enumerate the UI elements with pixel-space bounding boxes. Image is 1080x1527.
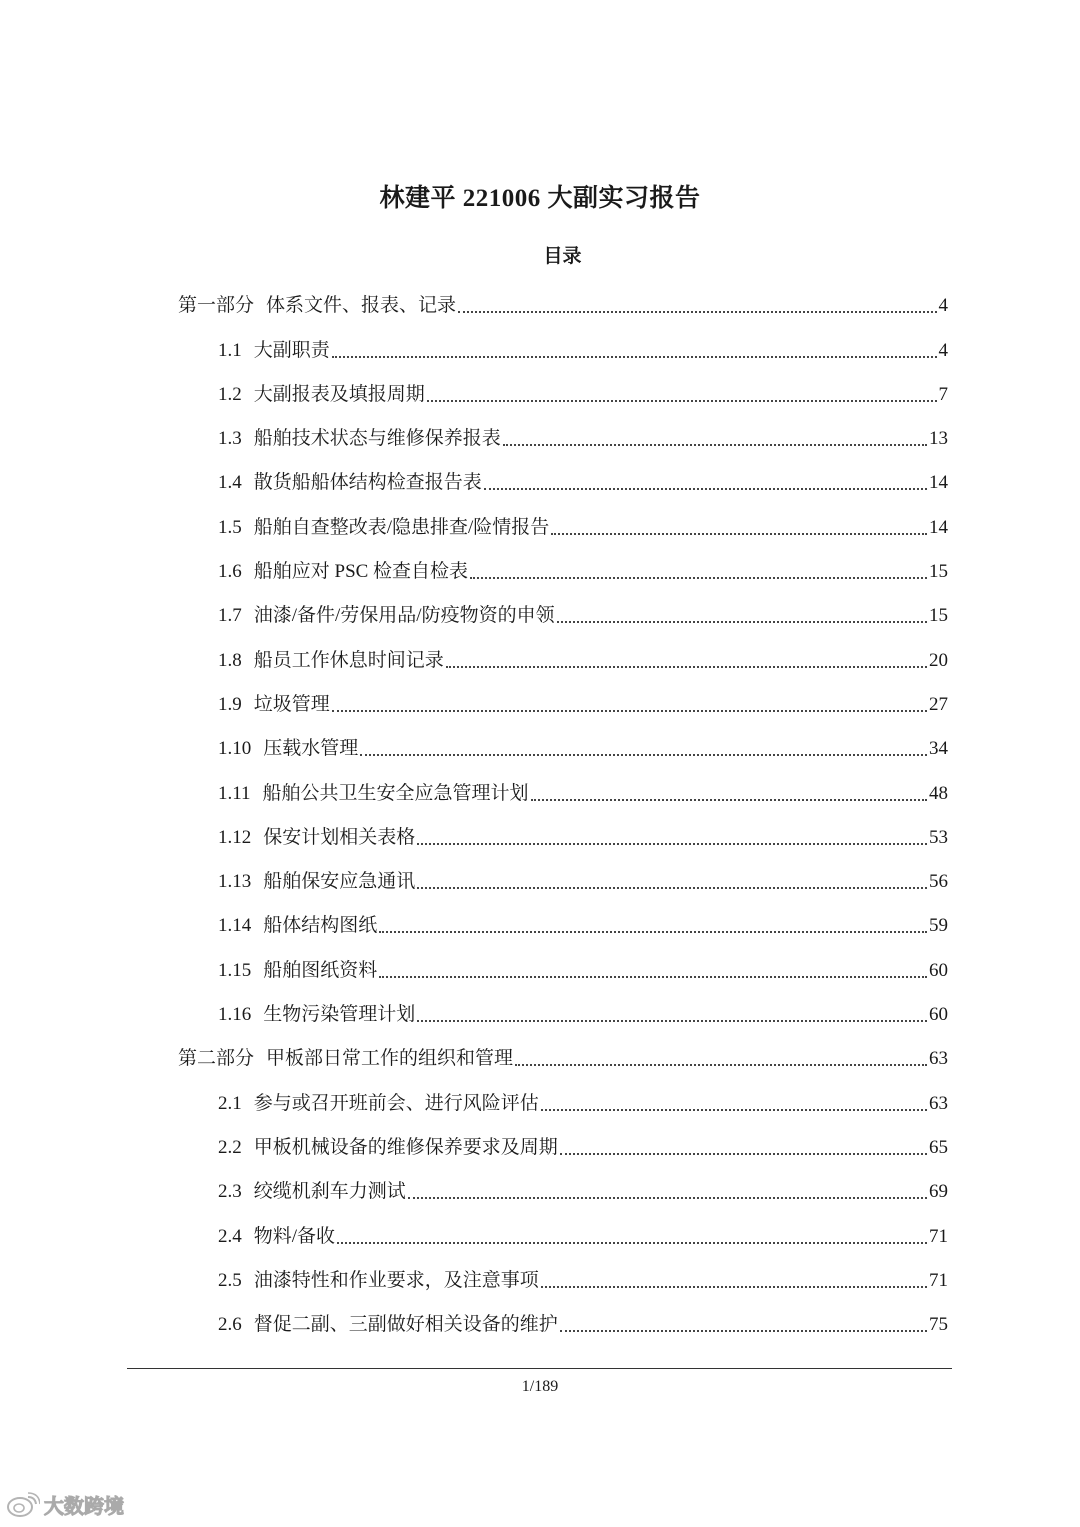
toc-entry-label: 甲板机械设备的维修保养要求及周期 xyxy=(253,1136,558,1158)
toc-entry-label: 船舶图纸资料 xyxy=(263,959,378,981)
toc-entry-text xyxy=(218,1136,558,1160)
toc-entry-number: 2.5 xyxy=(218,1269,242,1291)
toc-entry-page: 60 xyxy=(929,1004,948,1026)
toc-entry-number: 2.2 xyxy=(218,1136,242,1158)
toc-section-entry[interactable] xyxy=(0,459,1080,503)
toc-dot-leader xyxy=(458,311,936,313)
toc-dot-leader xyxy=(408,1197,927,1199)
toc-part-entry[interactable] xyxy=(0,282,1080,326)
toc-entry-text xyxy=(178,1047,513,1071)
toc-entry-page: 63 xyxy=(929,1092,948,1114)
toc-entry-number: 1.15 xyxy=(218,959,252,981)
toc-entry-label: 督促二副、三副做好相关设备的维护 xyxy=(253,1314,558,1336)
toc-entry-page: 75 xyxy=(929,1314,948,1336)
toc-section-entry[interactable] xyxy=(0,769,1080,813)
toc-entry-label: 船舶自查整改表/隐患排查/险情报告 xyxy=(253,516,550,538)
toc-dot-leader xyxy=(446,666,927,668)
toc-entry-number: 1.8 xyxy=(218,649,242,671)
document-title: 林建平 221006 大副实习报告 xyxy=(379,185,701,212)
toc-entry-number: 1.12 xyxy=(218,826,252,848)
toc-section-entry[interactable] xyxy=(0,858,1080,902)
toc-entry-number: 1.2 xyxy=(218,383,242,405)
toc-entry-page: 4 xyxy=(938,339,948,361)
toc-dot-leader xyxy=(417,843,927,845)
toc-entry-text xyxy=(218,693,330,717)
toc-entry-page: 15 xyxy=(929,561,948,583)
toc-entry-page: 63 xyxy=(929,1048,948,1070)
toc-entry-text xyxy=(218,1180,406,1204)
toc-dot-leader xyxy=(427,400,937,402)
toc-section-entry[interactable] xyxy=(0,592,1080,636)
toc-entry-text xyxy=(218,649,444,673)
toc-section-entry[interactable] xyxy=(0,725,1080,769)
toc-entry-page: 69 xyxy=(929,1181,948,1203)
toc-entry-number: 1.7 xyxy=(218,605,242,627)
toc-section-entry[interactable] xyxy=(0,814,1080,858)
toc-entry-label: 船舶公共卫生安全应急管理计划 xyxy=(262,782,529,804)
toc-entry-label: 大副报表及填报周期 xyxy=(253,383,425,405)
toc-entry-text xyxy=(218,1092,539,1116)
toc-entry-text xyxy=(218,471,482,495)
toc-entry-label: 体系文件、报表、记录 xyxy=(266,295,457,317)
toc-entry-page: 71 xyxy=(929,1225,948,1247)
toc-entry-label: 散货船船体结构检查报告表 xyxy=(253,472,482,494)
toc-entry-page: 13 xyxy=(929,428,948,450)
toc-entry-page: 14 xyxy=(929,472,948,494)
toc-entry-page: 53 xyxy=(929,826,948,848)
toc-entry-text xyxy=(218,959,377,983)
toc-entry-page: 20 xyxy=(929,649,948,671)
toc-dot-leader xyxy=(551,533,927,535)
toc-section-entry[interactable] xyxy=(0,902,1080,946)
toc-entry-number: 第一部分 xyxy=(178,295,255,317)
toc-entry-text xyxy=(218,516,549,540)
toc-dot-leader xyxy=(379,931,927,933)
toc-entry-text xyxy=(218,1225,335,1249)
toc-section-entry[interactable] xyxy=(0,503,1080,547)
toc-entry-page: 7 xyxy=(938,383,948,405)
toc-heading: 目录 xyxy=(543,246,582,267)
toc-entry-label: 船体结构图纸 xyxy=(263,915,378,937)
toc-dot-leader xyxy=(337,1242,927,1244)
toc-entry-label: 船员工作休息时间记录 xyxy=(253,649,444,671)
toc-entry-label: 船舶保安应急通讯 xyxy=(263,871,416,893)
toc-dot-leader xyxy=(531,799,927,801)
toc-section-entry[interactable] xyxy=(0,1079,1080,1123)
toc-entry-label: 垃圾管理 xyxy=(253,693,330,715)
weibo-logo-icon xyxy=(6,1492,40,1518)
toc-section-entry[interactable] xyxy=(0,326,1080,370)
toc-entry-page: 60 xyxy=(929,959,948,981)
toc-entry-text xyxy=(178,294,456,318)
toc-entry-label: 油漆特性和作业要求，及注意事项 xyxy=(253,1269,539,1291)
toc-dot-leader xyxy=(360,754,927,756)
toc-entry-label: 物料/备收 xyxy=(253,1225,336,1247)
toc-dot-leader xyxy=(557,621,927,623)
toc-section-entry[interactable] xyxy=(0,371,1080,415)
toc-entry-text xyxy=(218,737,358,761)
toc-section-entry[interactable] xyxy=(0,946,1080,990)
toc-dot-leader xyxy=(484,488,927,490)
toc-section-entry[interactable] xyxy=(0,548,1080,592)
toc-entry-label: 压载水管理 xyxy=(263,738,359,760)
toc-entry-number: 1.9 xyxy=(218,693,242,715)
toc-entry-text xyxy=(218,782,529,806)
toc-dot-leader xyxy=(541,1286,927,1288)
toc-entry-number: 1.14 xyxy=(218,915,252,937)
toc-entry-number: 2.1 xyxy=(218,1092,242,1114)
toc-entry-text xyxy=(218,870,415,894)
toc-entry-page: 27 xyxy=(929,693,948,715)
toc-entry-text xyxy=(218,1313,558,1337)
page-number: 1/189 xyxy=(521,1378,559,1395)
toc-entry-text xyxy=(218,1003,415,1027)
toc-entry-number: 1.6 xyxy=(218,561,242,583)
toc-section-entry[interactable] xyxy=(0,1257,1080,1301)
toc-entry-number: 2.6 xyxy=(218,1314,242,1336)
toc-entry-number: 1.16 xyxy=(218,1004,252,1026)
toc-section-entry[interactable] xyxy=(0,1168,1080,1212)
toc-part-entry[interactable] xyxy=(0,1035,1080,1079)
toc-entry-number: 1.5 xyxy=(218,516,242,538)
toc-entry-number: 第二部分 xyxy=(178,1048,255,1070)
toc-dot-leader xyxy=(332,356,937,358)
toc-entry-label: 甲板部日常工作的组织和管理 xyxy=(266,1048,514,1070)
toc-entry-number: 1.1 xyxy=(218,339,242,361)
toc-dot-leader xyxy=(417,887,927,889)
toc-entry-number: 1.10 xyxy=(218,738,252,760)
toc-entry-page: 34 xyxy=(929,738,948,760)
toc-entry-text xyxy=(218,427,501,451)
toc-entry-text xyxy=(218,826,415,850)
toc-entry-text xyxy=(218,339,330,363)
toc-section-entry[interactable] xyxy=(0,415,1080,459)
toc-entry-number: 1.3 xyxy=(218,428,242,450)
toc-dot-leader xyxy=(332,710,927,712)
toc-entry-number: 1.4 xyxy=(218,472,242,494)
toc-entry-label: 油漆/备件/劳保用品/防疫物资的申领 xyxy=(253,605,555,627)
toc-entry-label: 参与或召开班前会、进行风险评估 xyxy=(253,1092,539,1114)
toc-section-entry[interactable] xyxy=(0,991,1080,1035)
toc-entry-label: 船舶技术状态与维修保养报表 xyxy=(253,428,501,450)
toc-dot-leader xyxy=(503,444,927,446)
toc-dot-leader xyxy=(560,1153,927,1155)
toc-entry-page: 65 xyxy=(929,1136,948,1158)
toc-entry-page: 48 xyxy=(929,782,948,804)
footer-divider xyxy=(127,1368,952,1369)
toc-entry-page: 4 xyxy=(938,295,948,317)
toc-entry-label: 生物污染管理计划 xyxy=(263,1004,416,1026)
toc-entry-label: 保安计划相关表格 xyxy=(263,826,416,848)
toc-dot-leader xyxy=(470,577,927,579)
table-of-contents xyxy=(0,282,1080,1345)
toc-entry-number: 1.13 xyxy=(218,871,252,893)
toc-dot-leader xyxy=(541,1109,927,1111)
toc-entry-number: 2.4 xyxy=(218,1225,242,1247)
toc-entry-label: 船舶应对 PSC 检查自检表 xyxy=(253,561,469,583)
toc-entry-text xyxy=(218,914,377,938)
toc-entry-text xyxy=(218,604,555,628)
toc-entry-page: 71 xyxy=(929,1269,948,1291)
toc-entry-label: 绞缆机刹车力测试 xyxy=(253,1181,406,1203)
toc-entry-number: 2.3 xyxy=(218,1181,242,1203)
toc-entry-text xyxy=(218,383,425,407)
toc-entry-text xyxy=(218,560,468,584)
toc-section-entry[interactable] xyxy=(0,1301,1080,1345)
toc-entry-page: 59 xyxy=(929,915,948,937)
toc-entry-number: 1.11 xyxy=(218,782,251,804)
toc-entry-page: 14 xyxy=(929,516,948,538)
toc-section-entry[interactable] xyxy=(0,1124,1080,1168)
watermark-text: 大数跨境 xyxy=(44,1494,124,1518)
toc-section-entry[interactable] xyxy=(0,1212,1080,1256)
toc-dot-leader xyxy=(515,1064,927,1066)
toc-section-entry[interactable] xyxy=(0,636,1080,680)
toc-dot-leader xyxy=(379,976,927,978)
toc-section-entry[interactable] xyxy=(0,681,1080,725)
toc-entry-text xyxy=(218,1269,539,1293)
toc-dot-leader xyxy=(560,1330,927,1332)
toc-entry-label: 大副职责 xyxy=(253,339,330,361)
toc-dot-leader xyxy=(417,1020,927,1022)
toc-entry-page: 15 xyxy=(929,605,948,627)
toc-entry-page: 56 xyxy=(929,871,948,893)
watermark xyxy=(6,1490,124,1519)
